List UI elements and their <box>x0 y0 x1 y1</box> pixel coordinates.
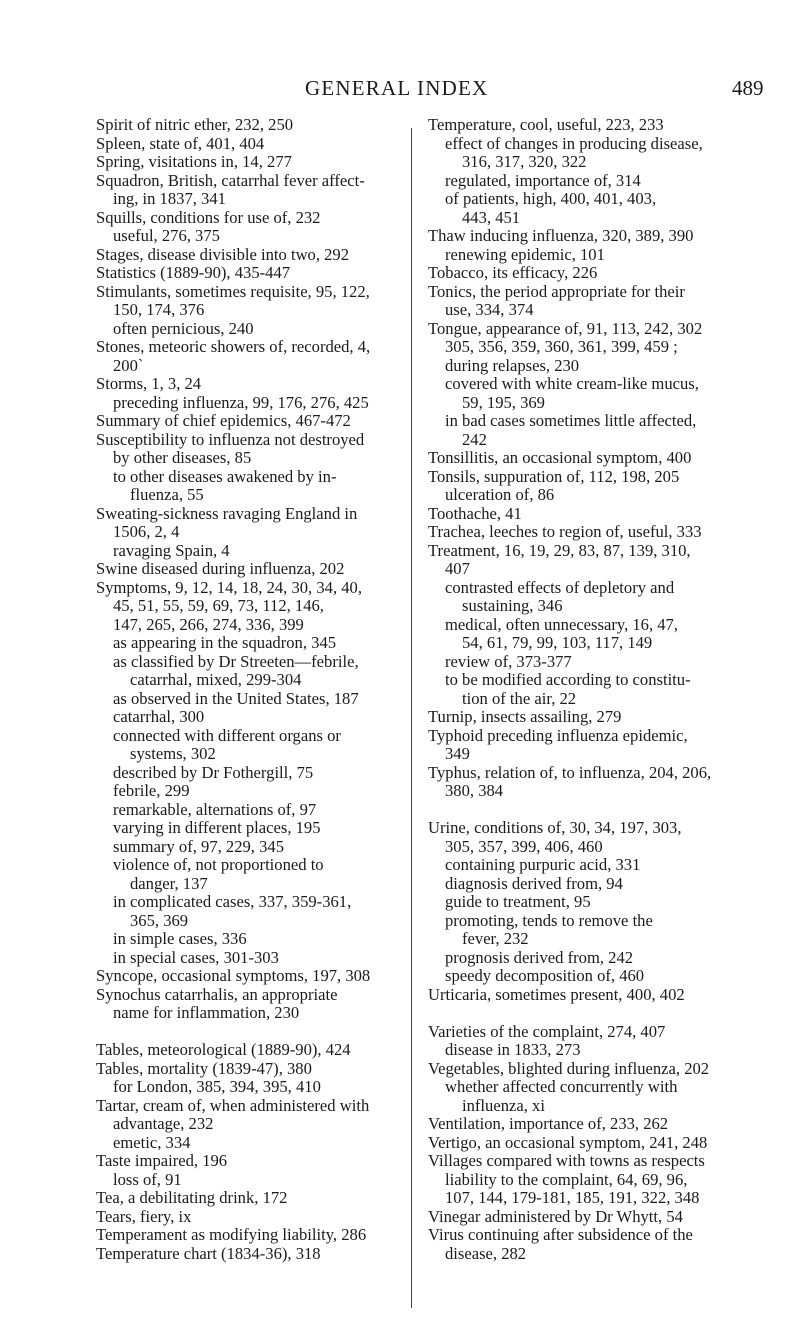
index-entry <box>96 1245 432 1264</box>
index-line: Sweating-sickness ravaging England in <box>96 503 358 523</box>
index-line: Synochus catarrhalis, an appropriate <box>96 984 338 1004</box>
index-line: Susceptibility to influenza not destroyed <box>96 429 365 449</box>
index-subentry <box>113 1171 432 1190</box>
index-entry <box>96 246 432 265</box>
index-subentry <box>445 875 768 894</box>
index-line: Typhoid preceding influenza epidemic, <box>428 725 688 745</box>
index-line: 349 <box>445 744 470 763</box>
index-subentry <box>445 412 768 449</box>
index-subentry <box>113 320 432 339</box>
index-subentry <box>113 227 432 246</box>
index-entry <box>96 338 432 375</box>
index-line: fever, 232 <box>462 929 529 948</box>
index-subentry <box>113 838 432 857</box>
index-line: Tables, mortality (1839-47), 380 <box>96 1058 312 1078</box>
index-entry <box>96 431 432 468</box>
index-line: in complicated cases, 337, 359-361, <box>113 892 352 911</box>
index-subentry <box>445 486 768 505</box>
index-line: described by Dr Fothergill, 75 <box>113 762 314 782</box>
index-entry <box>96 1226 432 1245</box>
index-entry <box>428 449 768 468</box>
index-entry <box>96 1189 432 1208</box>
index-line: catarrhal, mixed, 299-304 <box>130 670 302 689</box>
index-entry <box>96 1041 432 1060</box>
index-line: review of, 373-377 <box>445 651 572 671</box>
index-line: 316, 317, 320, 322 <box>462 152 587 171</box>
index-line: Tonsillitis, an occasional symptom, 400 <box>428 448 692 467</box>
index-line: Squadron, British, catarrhal fever affect- <box>96 170 365 190</box>
index-subentry <box>113 930 432 949</box>
index-entry <box>96 967 432 986</box>
index-column-left <box>96 116 432 1263</box>
index-line: 147, 265, 266, 274, 336, 399 <box>113 614 304 634</box>
index-line: Symptoms, 9, 12, 14, 18, 24, 30, 34, 40, <box>96 577 362 597</box>
index-line: Statistics (1889-90), 435-447 <box>96 263 291 282</box>
index-line: 54, 61, 79, 99, 103, 117, 149 <box>462 633 653 652</box>
index-line: in simple cases, 336 <box>113 929 247 948</box>
index-line: 365, 369 <box>130 910 189 930</box>
index-line: 200` <box>113 355 144 375</box>
index-entry <box>96 1097 432 1134</box>
index-line: Temperature, cool, useful, 223, 233 <box>428 115 664 134</box>
index-line: violence of, not proportioned to <box>113 855 324 874</box>
index-line: Ventilation, importance of, 233, 262 <box>428 1114 669 1133</box>
index-line: varying in different places, 195 <box>113 818 321 837</box>
index-subentry <box>113 949 432 968</box>
index-entry <box>96 412 432 431</box>
index-line: Typhus, relation of, to influenza, 204, 206, <box>428 762 712 782</box>
index-line: useful, 276, 375 <box>113 226 220 245</box>
index-subentry <box>445 172 768 191</box>
index-subentry <box>445 357 768 376</box>
index-entry <box>96 986 432 1023</box>
index-line: name for inflammation, 230 <box>113 1003 300 1022</box>
index-line: Swine diseased during influenza, 202 <box>96 559 345 578</box>
index-subentry <box>445 190 768 227</box>
index-subentry <box>445 912 768 949</box>
index-entry <box>96 1208 432 1227</box>
index-line: speedy decomposition of, 460 <box>445 966 645 985</box>
index-line: Stimulants, sometimes requisite, 95, 122, <box>96 281 370 301</box>
index-line: Tongue, appearance of, 91, 113, 242, 302 <box>428 318 703 338</box>
index-line: promoting, tends to remove the <box>445 910 653 930</box>
index-line: Syncope, occasional symptoms, 197, 308 <box>96 966 371 985</box>
index-line: disease, 282 <box>445 1243 527 1263</box>
index-entry <box>96 505 432 542</box>
index-line: Vinegar administered by Dr Whytt, 54 <box>428 1206 683 1226</box>
index-subentry <box>113 1134 432 1153</box>
section-gap <box>96 1023 432 1042</box>
index-line: Virus continuing after subsidence of the <box>428 1225 693 1244</box>
index-line: connected with different organs or <box>113 725 341 745</box>
index-subentry <box>113 801 432 820</box>
index-line: 1506, 2, 4 <box>113 522 180 541</box>
index-line: Temperament as modifying liability, 286 <box>96 1225 367 1244</box>
index-subentry <box>445 246 768 265</box>
index-line: Temperature chart (1834-36), 318 <box>96 1243 321 1263</box>
index-entry <box>428 505 768 524</box>
index-line: Stages, disease divisible into two, 292 <box>96 244 350 264</box>
index-line: prognosis derived from, 242 <box>445 947 634 967</box>
index-line: disease in 1833, 273 <box>445 1040 581 1059</box>
index-line: 150, 174, 376 <box>113 300 205 319</box>
index-line: by other diseases, 85 <box>113 448 252 467</box>
index-subentry <box>113 893 432 930</box>
index-line: diagnosis derived from, 94 <box>445 873 623 893</box>
index-entry <box>96 264 432 283</box>
index-entry <box>96 579 432 635</box>
index-entry <box>428 1023 768 1042</box>
index-subentry <box>445 949 768 968</box>
index-line: influenza, xi <box>462 1095 545 1115</box>
index-column-right <box>428 116 768 1263</box>
index-entry <box>96 135 432 154</box>
index-line: 45, 51, 55, 59, 69, 73, 112, 146, <box>113 596 324 615</box>
index-entry <box>96 560 432 579</box>
index-entry <box>428 116 768 135</box>
index-line: 242 <box>462 429 487 449</box>
index-entry <box>428 764 768 801</box>
index-line: as appearing in the squadron, 345 <box>113 633 337 652</box>
index-line: for London, 385, 394, 395, 410 <box>113 1077 321 1096</box>
index-entry <box>96 153 432 172</box>
index-line: Stones, meteoric showers of, recorded, 4, <box>96 337 371 356</box>
index-subentry <box>445 1041 768 1060</box>
index-line: Treatment, 16, 19, 29, 83, 87, 139, 310, <box>428 540 691 560</box>
index-line: catarrhal, 300 <box>113 707 205 726</box>
index-line: as classified by Dr Streeten—febrile, <box>113 651 359 671</box>
index-line: Tonsils, suppuration of, 112, 198, 205 <box>428 466 680 486</box>
index-line: to other diseases awakened by in- <box>113 466 337 486</box>
index-subentry <box>445 653 768 672</box>
index-subentry <box>113 542 432 561</box>
page-header <box>0 76 800 106</box>
index-subentry <box>445 967 768 986</box>
index-line: Summary of chief epidemics, 467-472 <box>96 411 351 430</box>
index-entry <box>428 1134 768 1153</box>
index-subentry <box>445 375 768 412</box>
index-line: Spirit of nitric ether, 232, 250 <box>96 115 294 134</box>
section-gap <box>428 1004 768 1023</box>
index-line: tion of the air, 22 <box>462 688 577 708</box>
index-line: Varieties of the complaint, 274, 407 <box>428 1021 666 1041</box>
index-line: 443, 451 <box>462 207 521 227</box>
index-line: 107, 144, 179-181, 185, 191, 322, 348 <box>445 1188 700 1207</box>
index-entry <box>96 209 432 228</box>
index-entry <box>428 264 768 283</box>
index-line: febrile, 299 <box>113 781 190 800</box>
index-line: liability to the complaint, 64, 69, 96, <box>445 1169 688 1189</box>
index-line: whether affected concurrently with <box>445 1077 678 1096</box>
index-line: Tobacco, its efficacy, 226 <box>428 263 598 282</box>
index-subentry <box>113 1078 432 1097</box>
index-subentry <box>113 856 432 893</box>
index-line: to be modified according to constitu- <box>445 670 691 689</box>
index-line: Tears, fiery, ix <box>96 1206 192 1226</box>
index-line: advantage, 232 <box>113 1114 214 1133</box>
index-entry <box>428 819 768 856</box>
index-line: ing, in 1837, 341 <box>113 189 226 208</box>
index-line: 407 <box>445 559 470 578</box>
index-line: effect of changes in producing disease, <box>445 133 703 153</box>
index-line: Spring, visitations in, 14, 277 <box>96 152 292 171</box>
index-line: 59, 195, 369 <box>462 392 545 412</box>
index-line: containing purpuric acid, 331 <box>445 855 641 874</box>
index-subentry <box>113 708 432 727</box>
index-line: sustaining, 346 <box>462 596 563 615</box>
index-line: remarkable, alternations of, 97 <box>113 799 317 819</box>
index-line: medical, often unnecessary, 16, 47, <box>445 614 679 634</box>
index-subentry <box>113 468 432 505</box>
index-entry <box>428 986 768 1005</box>
index-line: during relapses, 230 <box>445 355 580 375</box>
index-line: 380, 384 <box>445 781 504 800</box>
index-subentry <box>113 764 432 783</box>
column-divider <box>411 128 412 1308</box>
index-line: fluenza, 55 <box>130 485 204 504</box>
index-subentry <box>445 856 768 875</box>
index-line: ravaging Spain, 4 <box>113 540 230 560</box>
index-entry <box>428 227 768 246</box>
index-entry <box>428 708 768 727</box>
index-line: Storms, 1, 3, 24 <box>96 374 202 393</box>
index-entry <box>428 468 768 487</box>
index-line: Taste impaired, 196 <box>96 1151 228 1170</box>
index-line: Villages compared with towns as respects <box>428 1151 705 1170</box>
index-entry <box>428 1226 768 1263</box>
index-entry <box>428 1115 768 1134</box>
page-number: 489 <box>732 76 764 100</box>
index-entry <box>428 1060 768 1079</box>
index-line: renewing epidemic, 101 <box>445 244 605 264</box>
index-line: Tartar, cream of, when administered with <box>96 1095 370 1115</box>
index-subentry <box>113 394 432 413</box>
index-line: 305, 357, 399, 406, 460 <box>445 836 603 856</box>
index-line: Urine, conditions of, 30, 34, 197, 303, <box>428 818 682 837</box>
index-subentry <box>445 579 768 616</box>
index-entry <box>428 542 768 579</box>
index-subentry <box>113 690 432 709</box>
index-line: Vertigo, an occasional symptom, 241, 248 <box>428 1132 708 1152</box>
index-entry <box>428 283 768 320</box>
index-line: covered with white cream-like mucus, <box>445 374 699 393</box>
index-entry <box>96 375 432 394</box>
index-subentry <box>445 135 768 172</box>
index-entry <box>96 283 432 320</box>
index-subentry <box>113 634 432 653</box>
index-entry <box>96 1060 432 1079</box>
index-subentry <box>113 653 432 690</box>
index-line: emetic, 334 <box>113 1132 191 1152</box>
index-entry <box>428 320 768 357</box>
index-entry <box>428 523 768 542</box>
index-line: preceding influenza, 99, 176, 276, 425 <box>113 392 369 412</box>
index-entry <box>428 727 768 764</box>
index-subentry <box>445 893 768 912</box>
index-subentry <box>113 727 432 764</box>
index-entry <box>96 1152 432 1171</box>
index-line: in bad cases sometimes little affected, <box>445 411 697 430</box>
index-line: Squills, conditions for use of, 232 <box>96 207 321 227</box>
index-line: as observed in the United States, 187 <box>113 688 359 708</box>
index-subentry <box>445 616 768 653</box>
index-line: Tonics, the period appropriate for their <box>428 281 685 301</box>
index-line: loss of, 91 <box>113 1169 182 1189</box>
index-line: Tables, meteorological (1889-90), 424 <box>96 1040 351 1059</box>
index-subentry <box>113 782 432 801</box>
index-line: Trachea, leeches to region of, useful, 333 <box>428 522 702 541</box>
page-title: GENERAL INDEX <box>305 76 489 100</box>
index-line: danger, 137 <box>130 873 208 893</box>
index-entry <box>428 1152 768 1208</box>
index-line: 305, 356, 359, 360, 361, 399, 459 ; <box>445 337 678 356</box>
index-subentry <box>113 819 432 838</box>
index-entry <box>96 116 432 135</box>
index-line: Urticaria, sometimes present, 400, 402 <box>428 984 685 1004</box>
index-line: Toothache, 41 <box>428 503 522 523</box>
index-line: regulated, importance of, 314 <box>445 170 641 190</box>
index-entry <box>428 1208 768 1227</box>
index-line: Vegetables, blighted during influenza, 202 <box>428 1058 710 1078</box>
index-line: of patients, high, 400, 401, 403, <box>445 189 657 208</box>
index-line: Tea, a debilitating drink, 172 <box>96 1188 288 1207</box>
index-line: summary of, 97, 229, 345 <box>113 836 284 856</box>
index-entry <box>96 172 432 209</box>
index-line: Thaw inducing influenza, 320, 389, 390 <box>428 226 694 245</box>
index-line: systems, 302 <box>130 744 216 763</box>
index-line: Spleen, state of, 401, 404 <box>96 133 265 153</box>
index-subentry <box>445 671 768 708</box>
index-line: ulceration of, 86 <box>445 485 555 504</box>
index-line: in special cases, 301-303 <box>113 947 279 967</box>
index-subentry <box>445 1078 768 1115</box>
index-line: often pernicious, 240 <box>113 318 254 338</box>
section-gap <box>428 801 768 820</box>
index-line: guide to treatment, 95 <box>445 892 591 911</box>
index-line: use, 334, 374 <box>445 300 534 319</box>
index-line: Turnip, insects assailing, 279 <box>428 707 622 726</box>
index-line: contrasted effects of depletory and <box>445 577 675 597</box>
